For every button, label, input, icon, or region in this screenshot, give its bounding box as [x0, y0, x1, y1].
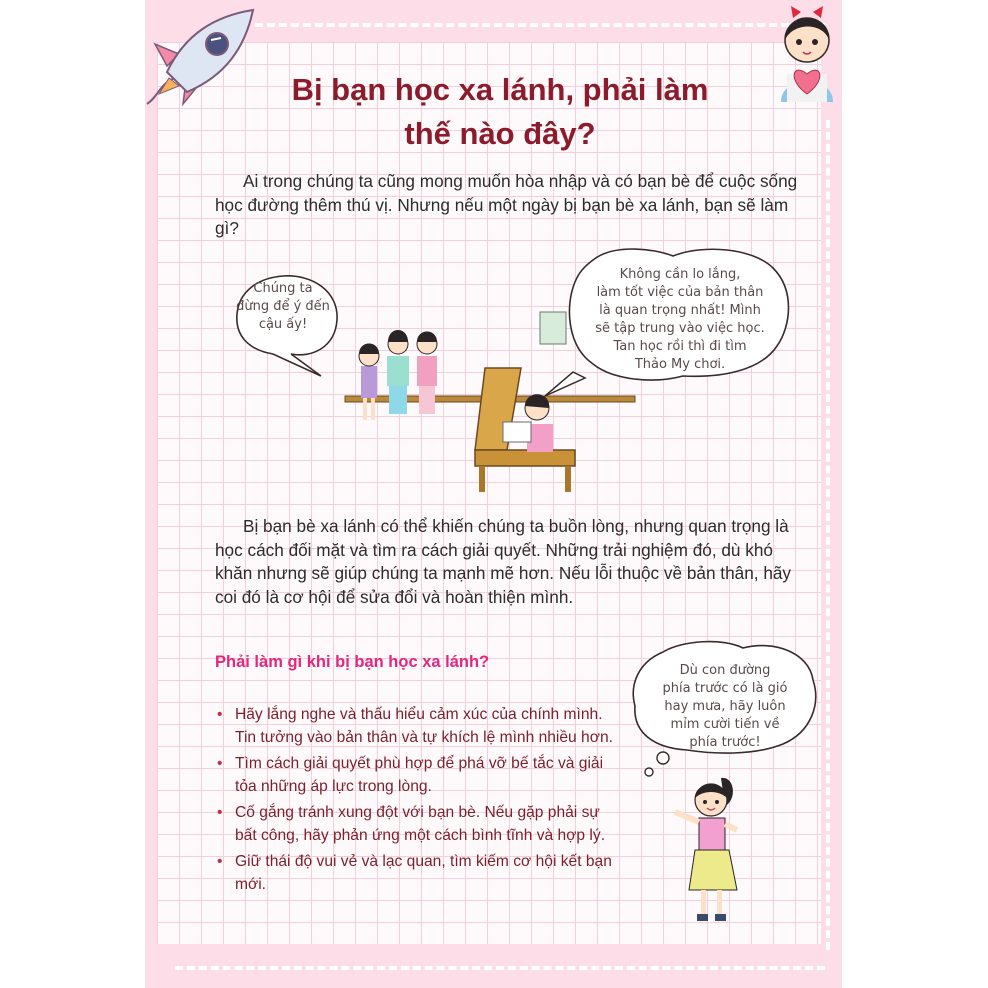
bubble-right-line: sẽ tập trung vào việc học. [595, 321, 765, 336]
bubble-bottom-line: Dù con đường [679, 663, 771, 678]
tip-text: Tìm cách giải quyết phù hợp để phá vỡ bế tắc và giải tỏa những áp lực trong lòng. [235, 755, 604, 795]
speech-bubble-left-text [233, 280, 333, 334]
bubble-bottom-line: phía trước có là gió [662, 681, 788, 696]
dashed-border-top [255, 23, 825, 27]
girl-with-heart-icon [773, 4, 841, 102]
body-paragraph [215, 515, 800, 609]
bullet-icon: • [217, 804, 223, 821]
bubble-left-line: cậu ấy! [258, 317, 308, 332]
bubble-left-line: Chúng ta [253, 281, 313, 296]
bubble-right-line: là quan trọng nhất! Mình [599, 303, 761, 318]
dashed-border-right [826, 120, 830, 950]
tip-text: Cố gắng tránh xung đột với bạn bè. Nếu gặp phải sự bất công, hãy phản ứng một cách bình tĩnh và hợp lý. [235, 804, 606, 844]
list-item [215, 703, 615, 749]
bubble-right-line: làm tốt việc của bản thân [596, 285, 764, 300]
list-item [215, 850, 615, 896]
bubble-bottom-line: phía trước! [689, 735, 761, 750]
bullet-icon: • [217, 755, 223, 772]
title-line-1: Bị bạn học xa lánh, phải làm [291, 72, 709, 107]
bubble-right-line: Tan học rồi thì đi tìm [613, 339, 747, 354]
tip-text: Giữ thái độ vui vẻ và lạc quan, tìm kiếm cơ hội kết bạn mới. [235, 853, 612, 893]
waving-girl-illustration [665, 772, 745, 927]
book-page [145, 0, 842, 988]
speech-bubble-right-text [570, 266, 790, 374]
bubble-right-line: Không cần lo lắng, [619, 267, 741, 282]
tips-list [215, 703, 615, 899]
body-text: Bị bạn bè xa lánh có thể khiến chúng ta buồn lòng, nhưng quan trọng là học cách đối mặt và tìm ra cách giải quyết. Những trải nghiệm đó, dù khó khăn nhưng sẽ giúp chúng ta mạnh mẽ hơn. Nếu lỗi thuộc về bản thân, hãy coi đó là cơ hội để sửa đổi và hoàn thiện mình. [215, 516, 792, 607]
girl-group [359, 330, 437, 420]
bullet-icon: • [217, 706, 223, 723]
thought-bubble-text [635, 662, 815, 752]
intro-paragraph [215, 170, 800, 241]
tip-text: Hãy lắng nghe và thấu hiểu cảm xúc của chính mình. Tin tưởng vào bản thân và tự khích lệ mình nhiều hơn. [235, 706, 613, 746]
title-line-2: thế nào đây? [404, 116, 596, 151]
section-heading: Phải làm gì khi bị bạn học xa lánh? [215, 653, 490, 671]
dashed-border-bottom [175, 966, 825, 970]
bubble-right-line: Thảo My chơi. [634, 357, 726, 372]
list-item [215, 801, 615, 847]
bubble-bottom-line: mỉm cười tiến về [670, 717, 780, 732]
bubble-left-line: đừng để ý đến [236, 299, 330, 314]
list-item [215, 752, 615, 798]
bullet-icon: • [217, 853, 223, 870]
intro-text: Ai trong chúng ta cũng mong muốn hòa nhập và có bạn bè để cuộc sống học đường thêm thú vị. Nhưng nếu một ngày bị bạn bè xa lánh, bạn sẽ làm gì? [215, 171, 798, 238]
page-title [235, 68, 765, 156]
bubble-bottom-line: hay mưa, hãy luôn [664, 699, 786, 714]
